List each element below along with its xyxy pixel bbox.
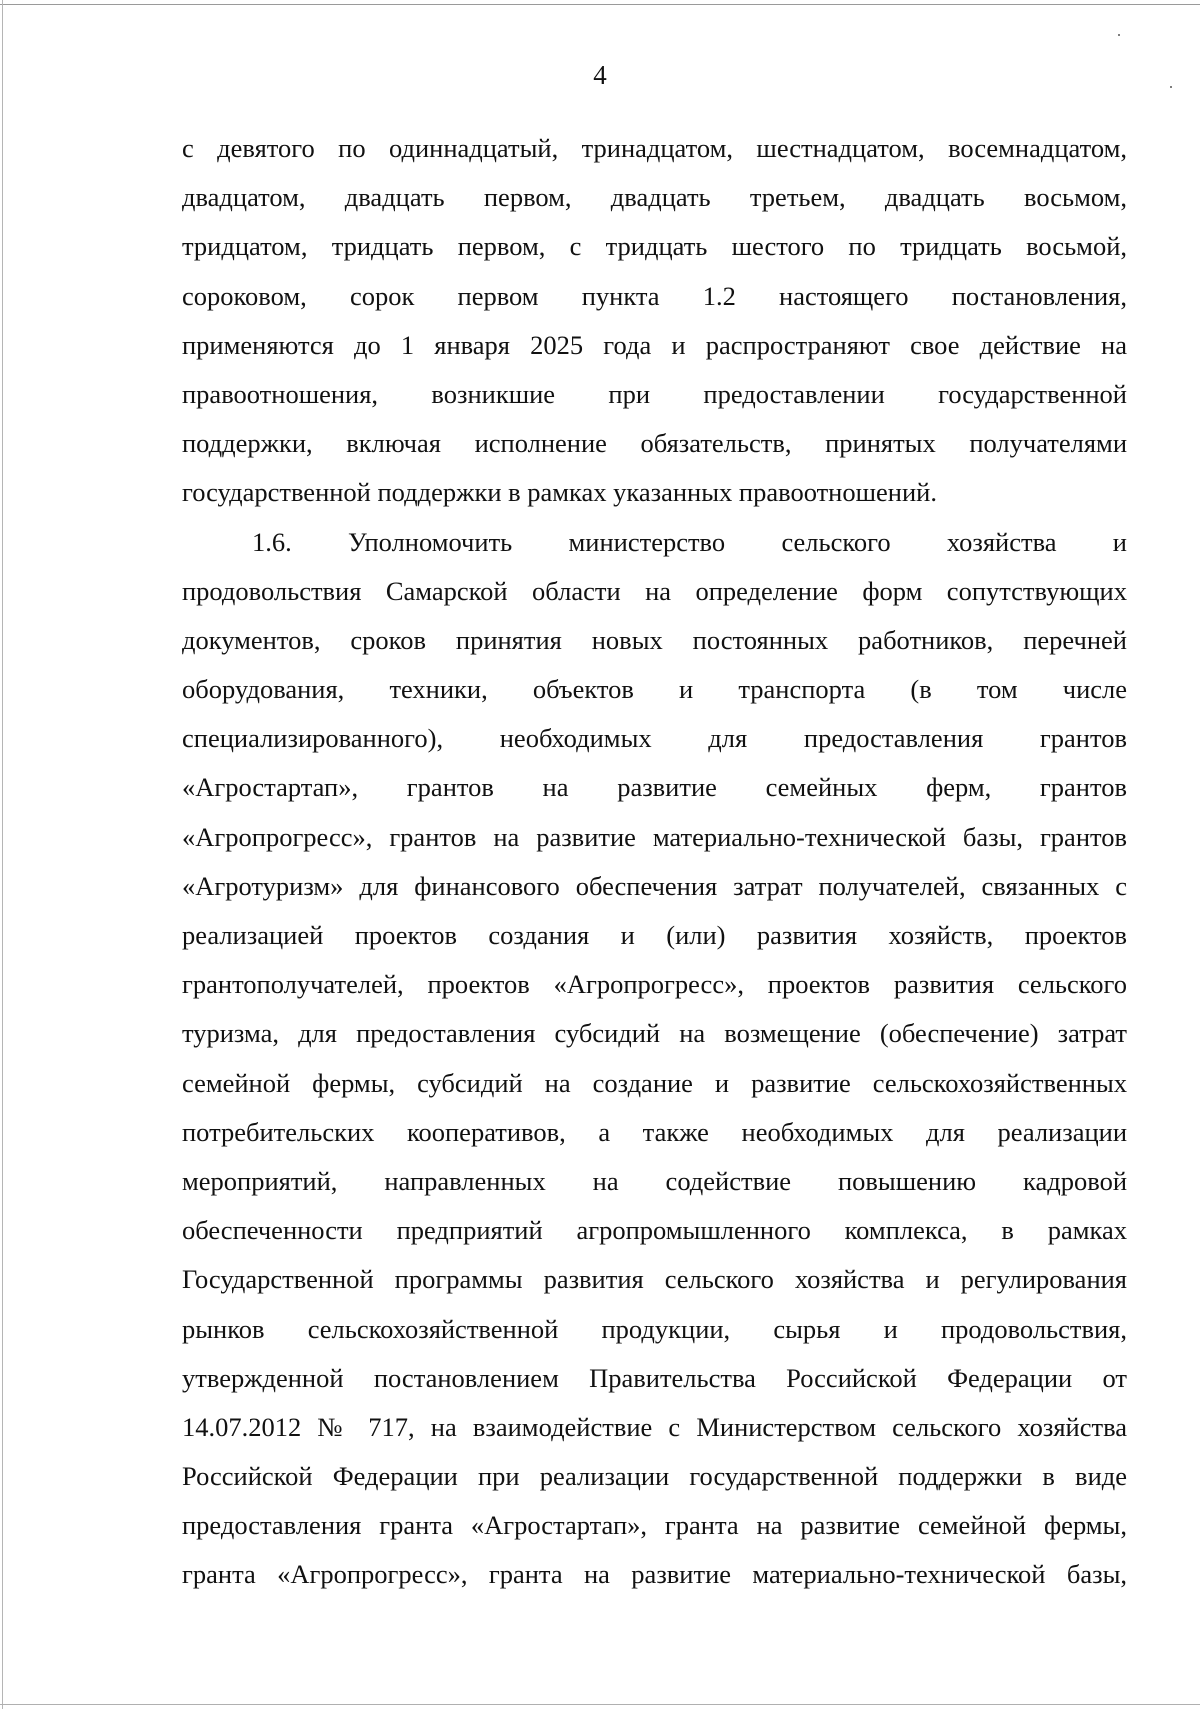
scan-edge-left	[2, 0, 3, 1709]
text-line: реализацией проектов создания и (или) развития хозяйств, проектов	[182, 920, 1127, 950]
text-line: «Агростартап», грантов на развитие семейных ферм, грантов	[182, 772, 1127, 803]
text-line: туризма, для предоставления субсидий на возмещение (обеспечение) затрат	[182, 1018, 1127, 1049]
scan-edge-top	[0, 4, 1200, 5]
text-line: применяются до 1 января 2025 года и распространяют свое действие на	[182, 329, 1127, 360]
text-line: двадцатом, двадцать первом, двадцать третьем, двадцать восьмом,	[182, 182, 1127, 213]
text-line: 1.6. Уполномочить министерство сельского хозяйства и	[252, 526, 1127, 557]
text-line: «Агротуризм» для финансового обеспечения затрат получателей, связанных с	[182, 870, 1127, 901]
text-line: рынков сельскохозяйственной продукции, сырья и продовольствия,	[182, 1313, 1127, 1344]
text-line: Государственной программы развития сельского хозяйства и регулирования	[182, 1264, 1127, 1295]
text-line: мероприятий, направленных на содействие повышению кадровой	[182, 1165, 1127, 1196]
body-text	[182, 124, 1127, 1600]
text-line: гранта «Агропрогресс», гранта на развитие материально-технической базы,	[182, 1559, 1127, 1590]
text-line: предоставления гранта «Агростартап», гранта на развитие семейной фермы,	[182, 1510, 1127, 1541]
text-line: «Агропрогресс», грантов на развитие материально-технической базы, грантов	[182, 821, 1127, 852]
text-line: документов, сроков принятия новых постоянных работников, перечней	[182, 624, 1127, 655]
text-line: с девятого по одиннадцатый, тринадцатом, шестнадцатом, восемнадцатом,	[182, 133, 1127, 163]
text-line: потребительских кооперативов, а также необходимых для реализации	[182, 1116, 1127, 1147]
text-line: Российской Федерации при реализации государственной поддержки в виде	[182, 1461, 1127, 1492]
text-line: обеспеченности предприятий агропромышленного комплекса, в рамках	[182, 1215, 1127, 1246]
text-line: семейной фермы, субсидий на создание и развитие сельскохозяйственных	[182, 1067, 1127, 1098]
text-line: тридцатом, тридцать первом, с тридцать шестого по тридцать восьмой,	[182, 231, 1127, 262]
page-number: 4	[593, 60, 607, 90]
text-line: утвержденной постановлением Правительства Российской Федерации от	[182, 1362, 1127, 1393]
text-line: поддержки, включая исполнение обязательств, принятых получателями	[182, 428, 1127, 459]
scan-speck	[1118, 34, 1120, 36]
text-line: продовольствия Самарской области на определение форм сопутствующих	[182, 575, 1127, 606]
text-line: специализированного), необходимых для предоставления грантов	[182, 723, 1127, 754]
text-line: 14.07.2012 № 717, на взаимодействие с Министерством сельского хозяйства	[182, 1411, 1127, 1442]
text-line: оборудования, техники, объектов и транспорта (в том числе	[182, 674, 1127, 705]
scan-edge-bottom	[0, 1704, 1200, 1705]
text-line: государственной поддержки в рамках указанных правоотношений.	[182, 477, 937, 508]
text-line: правоотношения, возникшие при предоставлении государственной	[182, 378, 1127, 409]
text-line: грантополучателей, проектов «Агропрогресс», проектов развития сельского	[182, 969, 1127, 1000]
text-line: сороковом, сорок первом пункта 1.2 настоящего постановления,	[182, 280, 1127, 311]
